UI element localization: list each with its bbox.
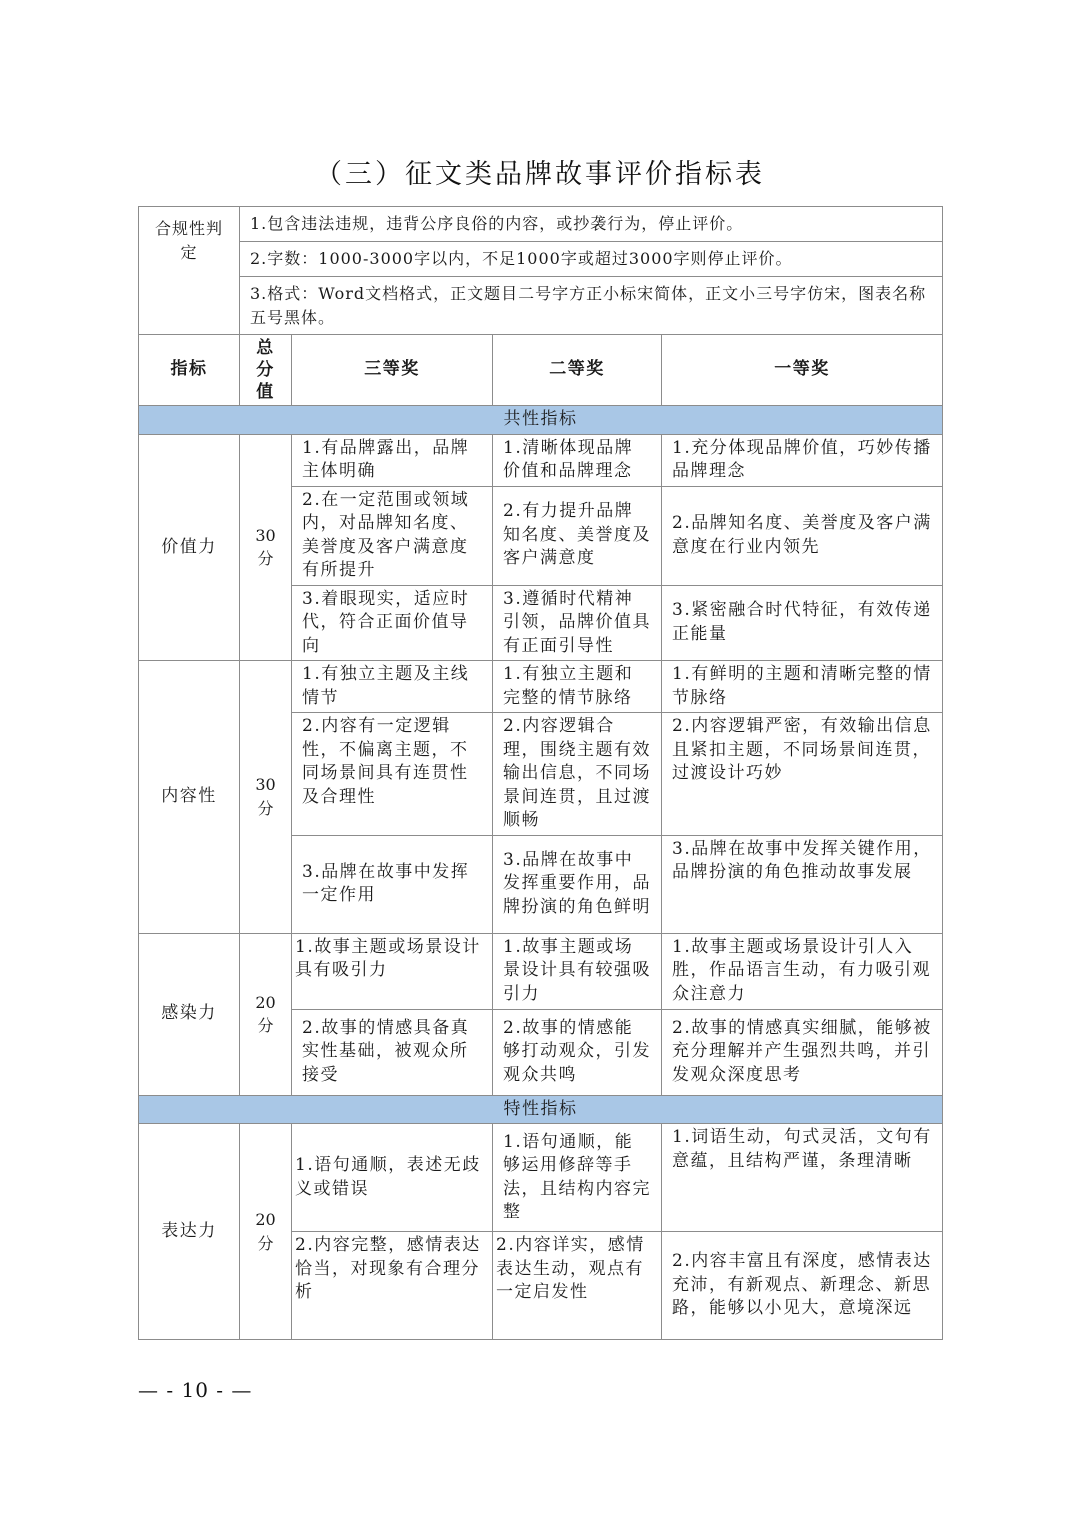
second-prize-cell: 3.品牌在故事中发挥重要作用，品牌扮演的角色鲜明 (493, 835, 662, 933)
first-prize-cell: 2.内容丰富且有深度，感情表达充沛，有新观点、新理念、新思路，能够以小见大，意境深远 (662, 1232, 943, 1340)
section-row-common (139, 406, 943, 435)
compliance-row-3 (139, 277, 943, 335)
indicator-name: 表达力 (139, 1124, 240, 1340)
section-special: 特性指标 (139, 1095, 943, 1124)
page-title: （三）征文类品牌故事评价指标表 (315, 159, 765, 190)
third-prize-cell: 3.着眼现实，适应时代，符合正面价值导向 (292, 585, 493, 661)
compliance-item-3: 3.格式：Word文档格式，正文题目二号字方正小标宋简体，正文小三号字仿宋，图表名称五号黑体。 (240, 277, 943, 335)
first-prize-cell: 1.故事主题或场景设计引人入胜，作品语言生动，有力吸引观众注意力 (662, 933, 943, 1009)
header-first-prize: 一等奖 (662, 335, 943, 406)
second-prize-cell: 2.内容详实，感情表达生动，观点有一定启发性 (493, 1232, 662, 1340)
table-header-row (139, 335, 943, 406)
compliance-label: 合规性判定 (139, 207, 240, 335)
first-prize-cell: 2.品牌知名度、美誉度及客户满意度在行业内领先 (662, 486, 943, 585)
table-row (139, 434, 943, 486)
first-prize-cell: 2.内容逻辑严密，有效输出信息且紧扣主题，不同场景间连贯，过渡设计巧妙 (662, 713, 943, 836)
first-prize-cell: 3.紧密融合时代特征，有效传递正能量 (662, 585, 943, 661)
header-second-prize: 二等奖 (493, 335, 662, 406)
second-prize-cell: 1.故事主题或场景设计具有较强吸引力 (493, 933, 662, 1009)
third-prize-cell: 3.品牌在故事中发挥一定作用 (292, 835, 493, 933)
section-row-special (139, 1095, 943, 1124)
compliance-item-2: 2.字数：1000-3000字以内，不足1000字或超过3000字则停止评价。 (240, 242, 943, 277)
second-prize-cell: 1.语句通顺，能够运用修辞等手法，且结构内容完整 (493, 1124, 662, 1232)
third-prize-cell: 1.语句通顺，表述无歧义或错误 (292, 1124, 493, 1232)
page-number: — - 10 - — (138, 1378, 253, 1402)
third-prize-cell: 1.有独立主题及主线情节 (292, 661, 493, 713)
third-prize-cell: 1.故事主题或场景设计具有吸引力 (292, 933, 493, 1009)
indicator-score: 30分 (240, 661, 292, 934)
indicator-name: 内容性 (139, 661, 240, 934)
compliance-item-1: 1.包含违法违规，违背公序良俗的内容，或抄袭行为，停止评价。 (240, 207, 943, 242)
third-prize-cell: 1.有品牌露出，品牌主体明确 (292, 434, 493, 486)
first-prize-cell: 3.品牌在故事中发挥关键作用，品牌扮演的角色推动故事发展 (662, 835, 943, 933)
evaluation-table (138, 206, 943, 1340)
second-prize-cell: 2.故事的情感能够打动观众，引发观众共鸣 (493, 1009, 662, 1095)
first-prize-cell: 1.词语生动，句式灵活，文句有意蕴，且结构严谨，条理清晰 (662, 1124, 943, 1232)
indicator-name: 价值力 (139, 434, 240, 661)
third-prize-cell: 2.在一定范围或领域内，对品牌知名度、美誉度及客户满意度有所提升 (292, 486, 493, 585)
header-indicator: 指标 (139, 335, 240, 406)
indicator-name: 感染力 (139, 933, 240, 1095)
second-prize-cell: 3.遵循时代精神引领，品牌价值具有正面引导性 (493, 585, 662, 661)
compliance-row-2 (139, 242, 943, 277)
table-row (139, 933, 943, 1009)
indicator-score: 20分 (240, 933, 292, 1095)
header-third-prize: 三等奖 (292, 335, 493, 406)
table-row (139, 661, 943, 713)
second-prize-cell: 2.内容逻辑合理，围绕主题有效输出信息，不同场景间连贯，且过渡顺畅 (493, 713, 662, 836)
second-prize-cell: 1.清晰体现品牌价值和品牌理念 (493, 434, 662, 486)
third-prize-cell: 2.内容完整，感情表达恰当，对现象有合理分析 (292, 1232, 493, 1340)
second-prize-cell: 2.有力提升品牌知名度、美誉度及客户满意度 (493, 486, 662, 585)
first-prize-cell: 2.故事的情感真实细腻，能够被充分理解并产生强烈共鸣，并引发观众深度思考 (662, 1009, 943, 1095)
header-total-score: 总分值 (240, 335, 292, 406)
first-prize-cell: 1.充分体现品牌价值，巧妙传播品牌理念 (662, 434, 943, 486)
section-common: 共性指标 (139, 406, 943, 435)
third-prize-cell: 2.内容有一定逻辑性，不偏离主题，不同场景间具有连贯性及合理性 (292, 713, 493, 836)
indicator-score: 20分 (240, 1124, 292, 1340)
first-prize-cell: 1.有鲜明的主题和清晰完整的情节脉络 (662, 661, 943, 713)
compliance-row-1 (139, 207, 943, 242)
indicator-score: 30分 (240, 434, 292, 661)
third-prize-cell: 2.故事的情感具备真实性基础，被观众所接受 (292, 1009, 493, 1095)
second-prize-cell: 1.有独立主题和完整的情节脉络 (493, 661, 662, 713)
table-row (139, 1124, 943, 1232)
